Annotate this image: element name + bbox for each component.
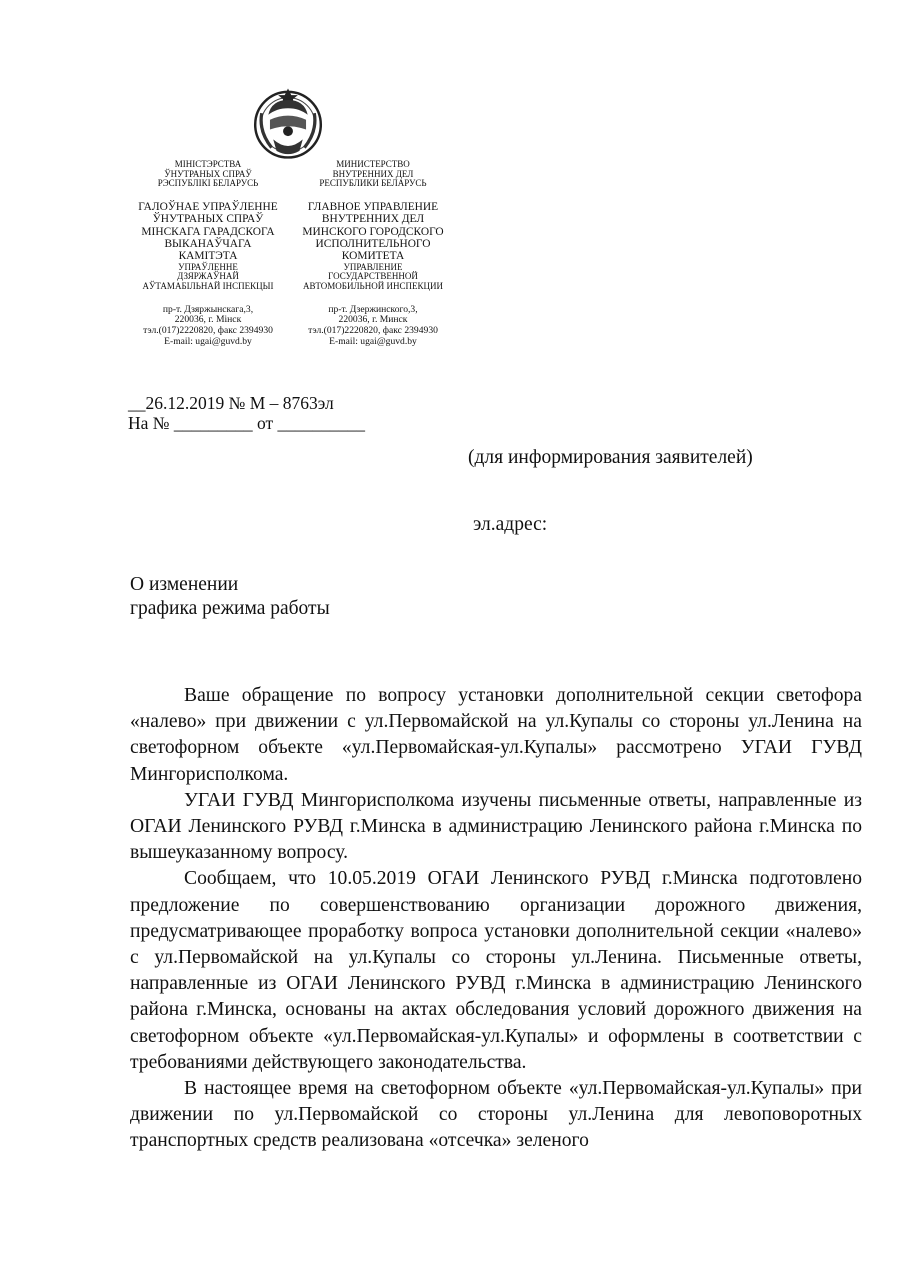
email-line: E-mail: ugai@guvd.by (329, 335, 417, 347)
address-line: тэл.(017)2220820, факс 2394930 (143, 324, 273, 336)
body-paragraph: Ваше обращение по вопросу установки дополнительной секции светофора «налево» при движении с ул.Первомайской на ул.Купалы со стороны ул.Ленина на светофорном объекте «ул.Первомайская-ул.Купалы» рассмотрено УГАИ ГУВД Мингорисполкома. (130, 685, 862, 785)
subject-line: графика режима работы (130, 598, 330, 619)
division-line: УПРАЎЛЕННЕ (178, 261, 238, 272)
recipient-line: (для информирования заявителей) (468, 447, 753, 468)
ministry-line: ЎНУТРАНЫХ СПРАЎ (164, 168, 252, 179)
department-line: ЎНУТРАНЫХ СПРАЎ (152, 213, 264, 226)
letterhead-russian (283, 160, 463, 347)
registration-block (128, 393, 365, 433)
letterhead-belarusian (118, 160, 298, 347)
division-line: ДЗЯРЖАЎНАЙ (177, 271, 239, 282)
department-line: МІНСКАГА ГАРАДСКОГА (141, 225, 275, 238)
department-line: ВЫКАНАЎЧАГА (164, 238, 252, 251)
body-paragraph: В настоящее время на светофорном объекте «ул.Первомайская-ул.Купалы» при движении по ул.Первомайской со стороны ул.Ленина для левоповоротных транспортных средств реализована «отсечка» зеленого (130, 1078, 862, 1152)
department-line: ВНУТРЕННИХ ДЕЛ (321, 213, 425, 226)
address-line: 220036, г. Мінск (174, 314, 242, 326)
department-line: КОМИТЕТА (341, 250, 405, 263)
department-line: ГАЛОЎНАЕ УПРАЎЛЕННЕ (138, 201, 278, 214)
division-line: АВТОМОБИЛЬНОЙ ИНСПЕКЦИИ (303, 281, 443, 292)
incoming-reference: На № _________ от __________ (128, 413, 366, 433)
ministry-line: МІНІСТЭРСТВА (174, 159, 242, 169)
ministry-line: РЭСПУБЛІКІ БЕЛАРУСЬ (157, 178, 259, 189)
address-line: пр-т. Дзяржынскага,3, (162, 303, 254, 315)
body-paragraph: УГАИ ГУВД Мингорисполкома изучены письменные ответы, направленные из ОГАИ Ленинского РУВД г.Минска в администрацию Ленинского района г.Минска по вышеуказанному вопросу. (130, 789, 862, 864)
address-line: 220036, г. Минск (338, 314, 408, 326)
department-line: ГЛАВНОЕ УПРАВЛЕНИЕ (307, 201, 439, 214)
department-line: КАМІТЭТА (178, 250, 238, 263)
email-address-label: эл.адрес: (473, 514, 548, 535)
address-line: тэл.(017)2220820, факс 2394930 (308, 324, 438, 336)
letter-subject (130, 573, 330, 621)
address-line: пр-т. Дзержинского,3, (328, 303, 418, 315)
email-line: E-mail: ugai@guvd.by (164, 335, 252, 347)
division-line: АЎТАМАБІЛЬНАЙ ІНСПЕКЦЫІ (142, 281, 274, 292)
department-line: МИНСКОГО ГОРОДСКОГО (302, 225, 444, 238)
state-emblem-icon (247, 82, 329, 164)
division-line: УПРАВЛЕНИЕ (343, 261, 403, 272)
letter-body (130, 683, 862, 1155)
outgoing-number: __26.12.2019 № М – 8763эл (128, 393, 334, 413)
body-paragraph: Сообщаем, что 10.05.2019 ОГАИ Ленинского РУВД г.Минска подготовлено предложение по совершенствованию организации дорожного движения, предусматривающее проработку вопроса установки дополнительной секции «налево» с ул.Первомайской на ул.Купалы со стороны ул.Ленина. Письменные ответы, направленные из ОГАИ Ленинского РУВД г.Минска в администрацию Ленинского района г.Минска, основаны на актах обследования условий дорожного движения на светофорном объекте «ул.Первомайская-ул.Купалы» и оформлены в соответствии с требованиями действующего законодательства. (130, 868, 862, 1073)
subject-line: О изменении (130, 574, 239, 595)
division-line: ГОСУДАРСТВЕННОЙ (328, 271, 418, 282)
ministry-line: ВНУТРЕННИХ ДЕЛ (332, 168, 414, 179)
ministry-line: МИНИСТЕРСТВО (336, 159, 410, 169)
department-line: ИСПОЛНИТЕЛЬНОГО (315, 238, 431, 251)
ministry-line: РЕСПУБЛИКИ БЕЛАРУСЬ (319, 178, 427, 189)
